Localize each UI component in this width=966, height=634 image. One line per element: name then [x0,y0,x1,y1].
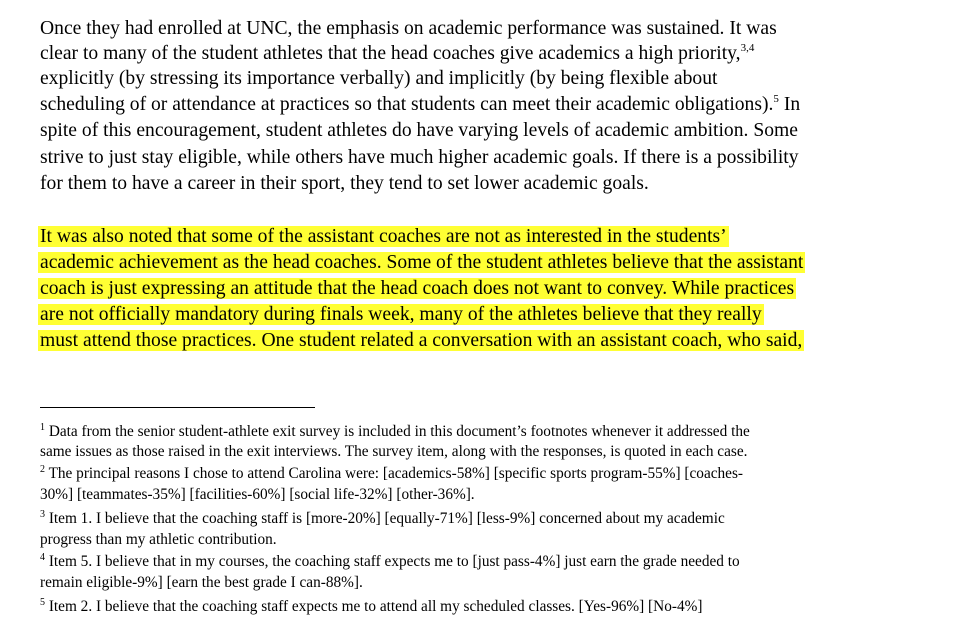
footnote-4 [40,552,740,572]
highlight-span: academic achievement as the head coaches. Some of the student athletes believe that the assistant [40,252,804,273]
highlighted-line [40,276,796,301]
footnote-number: 2 [40,464,45,475]
text-span: In [783,94,801,115]
footnote-1-cont: same issues as those raised in the exit interviews. The survey item, along with the responses, is quoted in each case. [40,443,748,460]
footnote-number: 5 [40,597,45,608]
text-span: clear to many of the student athletes that the head coaches give academics a high priority, [40,43,741,64]
footnote-text: Data from the senior student-athlete exit survey is included in this document’s footnotes whenever it addressed the [48,423,750,440]
text-line: Once they had enrolled at UNC, the emphasis on academic performance was sustained. It was [40,18,777,39]
footnote-2-cont: 30%] [teammates-35%] [facilities-60%] [social life-32%] [other-36%]. [40,486,475,503]
footnote-4-cont: remain eligible-9%] [earn the best grade I can-88%]. [40,574,363,591]
highlight-span: coach is just expressing an attitude that the head coach does not want to convey. While practices [40,278,795,299]
footnote-number: 4 [40,552,45,563]
text-line: for them to have a career in their sport, they tend to set lower academic goals. [40,173,649,194]
footnote-number: 3 [40,509,45,520]
footnote-text: Item 5. I believe that in my courses, the coaching staff expects me to [just pass-4%] just earn the grade needed to [48,553,740,570]
footnote-separator [40,407,315,408]
highlighted-line [40,302,764,327]
highlighted-line [40,328,804,353]
footnote-text: The principal reasons I chose to attend Carolina were: [academics-58%] [specific sports program-55%] [coaches- [48,465,744,482]
highlighted-line [40,224,729,249]
footnote-5 [40,597,702,617]
highlighted-line [40,250,805,275]
footnote-3-cont: progress than my athletic contribution. [40,531,277,548]
footnote-text: Item 1. I believe that the coaching staff is [more-20%] [equally-71%] [less-9%] concerned about my academic [48,510,725,527]
footnote-ref: 3,4 [740,42,755,54]
text-span: scheduling of or attendance at practices so that students can meet their academic obligations). [40,94,774,115]
footnote-ref: 5 [773,93,779,105]
text-line [40,92,800,117]
text-line: spite of this encouragement, student athletes do have varying levels of academic ambition. Some [40,120,798,141]
text-line: strive to just stay eligible, while others have much higher academic goals. If there is a possibility [40,147,799,168]
footnote-text: Item 2. I believe that the coaching staff expects me to attend all my scheduled classes. [Yes-96%] [No-4%] [48,598,703,615]
footnote-number: 1 [40,422,45,433]
highlight-span: It was also noted that some of the assistant coaches are not as interested in the students’ [40,226,727,247]
footnote-1 [40,422,750,442]
text-line: explicitly (by stressing its importance verbally) and implicitly (by being flexible about [40,68,718,89]
footnote-2 [40,464,743,484]
footnote-3 [40,509,725,529]
text-line [40,41,754,66]
highlight-span: must attend those practices. One student related a conversation with an assistant coach, who said, [40,330,803,351]
highlight-span: are not officially mandatory during finals week, many of the athletes believe that they really [40,304,762,325]
